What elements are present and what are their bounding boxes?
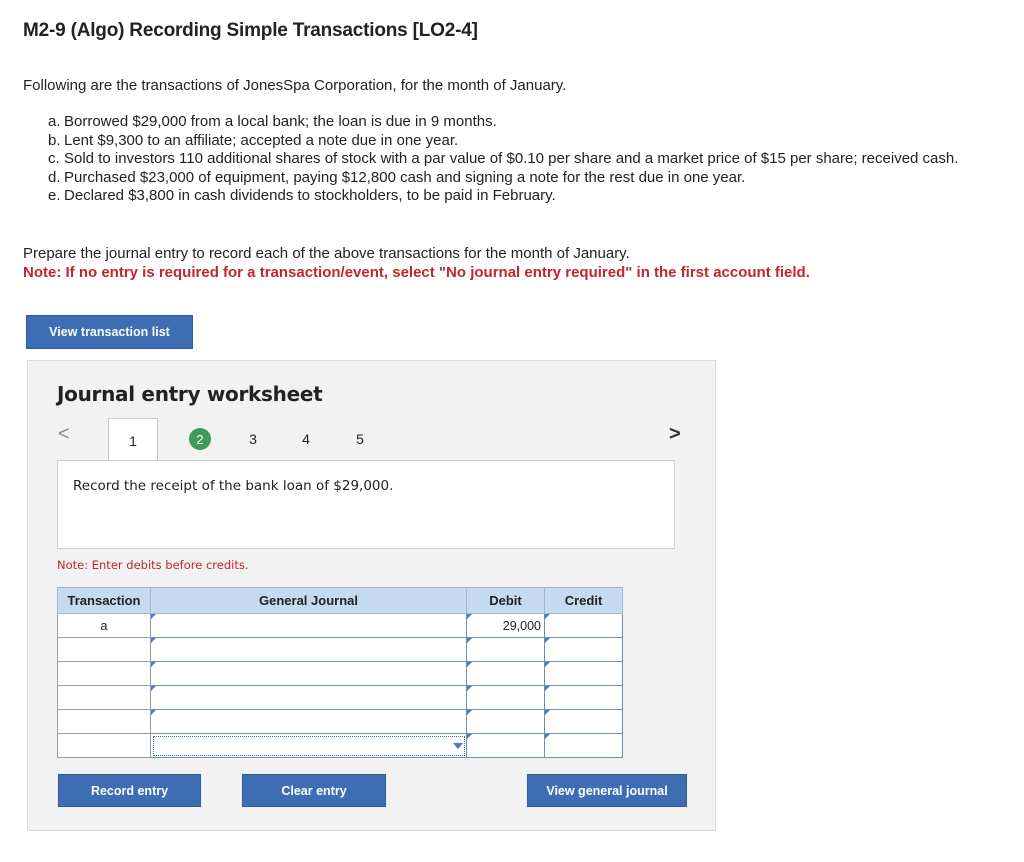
transaction-letter: b. [48,131,61,149]
input-marker-icon [467,614,472,619]
transaction-text: Sold to investors 110 additional shares of stock with a par value of $0.10 per share and a market price of $15 per share; received cash. [64,150,959,167]
account-select[interactable] [151,734,467,758]
transaction-letter: a. [48,113,61,130]
account-select[interactable] [151,638,467,662]
debit-column-header: Debit [467,588,545,614]
debit-input[interactable] [467,734,545,758]
input-marker-icon [545,614,550,619]
input-marker-icon [545,734,550,739]
credit-input[interactable] [545,662,623,686]
transaction-letter: e. [48,187,61,204]
input-marker-icon [151,614,156,619]
no-entry-note: Note: If no entry is required for a transaction/event, select "No journal entry required" in the first account field. [23,264,810,281]
journal-entry-worksheet [27,360,716,831]
credit-input[interactable] [545,614,623,638]
page-title: M2-9 (Algo) Recording Simple Transactions [LO2-4] [23,20,478,41]
intro-text: Following are the transactions of JonesSpa Corporation, for the month of January. [23,77,567,94]
account-select[interactable] [151,686,467,710]
transaction-cell [58,662,151,686]
tab-1[interactable]: 1 [108,418,158,462]
input-marker-icon [467,638,472,643]
transaction-cell: a [58,614,151,638]
credit-input[interactable] [545,734,623,758]
debits-note: Note: Enter debits before credits. [57,558,249,572]
debit-input[interactable] [467,710,545,734]
journal-table [57,587,623,758]
input-marker-icon [545,686,550,691]
input-marker-icon [545,710,550,715]
table-row [58,734,623,758]
account-select[interactable] [151,614,467,638]
tab-5[interactable]: 5 [356,431,364,447]
transaction-letter: d. [48,168,61,186]
input-marker-icon [545,662,550,667]
input-marker-icon [545,638,550,643]
credit-input[interactable] [545,638,623,662]
transaction-text: Lent $9,300 to an affiliate; accepted a note due in one year. [64,131,459,149]
input-marker-icon [151,686,156,691]
tab-2[interactable] [175,418,225,460]
dropdown-arrow-icon[interactable] [453,743,463,749]
account-select[interactable] [151,662,467,686]
tab-3[interactable]: 3 [249,431,257,447]
chevron-left-icon[interactable]: < [58,423,70,445]
input-marker-icon [467,662,472,667]
transaction-description: Record the receipt of the bank loan of $29,000. [73,478,394,494]
transaction-description-box [57,460,675,549]
general-journal-column-header: General Journal [151,588,467,614]
transaction-item-b [48,132,998,151]
debit-input[interactable] [467,638,545,662]
credit-input[interactable] [545,710,623,734]
input-marker-icon [467,734,472,739]
transaction-list [48,113,998,206]
transaction-item-e [48,187,998,206]
transaction-text: Purchased $23,000 of equipment, paying $12,800 cash and signing a note for the rest due in one year. [64,168,746,186]
input-marker-icon [151,662,156,667]
record-entry-button[interactable]: Record entry [58,774,201,807]
input-marker-icon [151,710,156,715]
transaction-item-c [48,150,998,169]
transaction-column-header: Transaction [58,588,151,614]
account-select[interactable] [151,710,467,734]
credit-column-header: Credit [545,588,623,614]
transaction-cell [58,710,151,734]
clear-entry-button[interactable]: Clear entry [242,774,386,807]
transaction-text: Declared $3,800 in cash dividends to stockholders, to be paid in February. [64,187,556,204]
transaction-cell [58,638,151,662]
table-row [58,710,623,734]
completed-step-badge: 2 [189,428,211,450]
view-transaction-list-button[interactable]: View transaction list [26,315,193,349]
input-marker-icon [467,710,472,715]
transaction-item-a [48,113,998,132]
transaction-text: Borrowed $29,000 from a local bank; the loan is due in 9 months. [64,113,497,130]
transaction-item-d [48,169,998,188]
transaction-cell [58,686,151,710]
debit-input[interactable] [467,686,545,710]
input-marker-icon [151,638,156,643]
worksheet-title: Journal entry worksheet [57,382,323,406]
credit-input[interactable] [545,686,623,710]
prepare-instruction: Prepare the journal entry to record each of the above transactions for the month of January. [23,245,630,262]
table-row [58,686,623,710]
chevron-right-icon[interactable]: > [669,423,681,445]
table-row [58,638,623,662]
transaction-cell [58,734,151,758]
table-row [58,662,623,686]
debit-input[interactable] [467,662,545,686]
table-row [58,614,623,638]
view-general-journal-button[interactable]: View general journal [527,774,687,807]
debit-input[interactable]: 29,000 [467,614,545,638]
tab-4[interactable]: 4 [302,431,310,447]
transaction-letter: c. [48,150,60,167]
input-marker-icon [467,686,472,691]
